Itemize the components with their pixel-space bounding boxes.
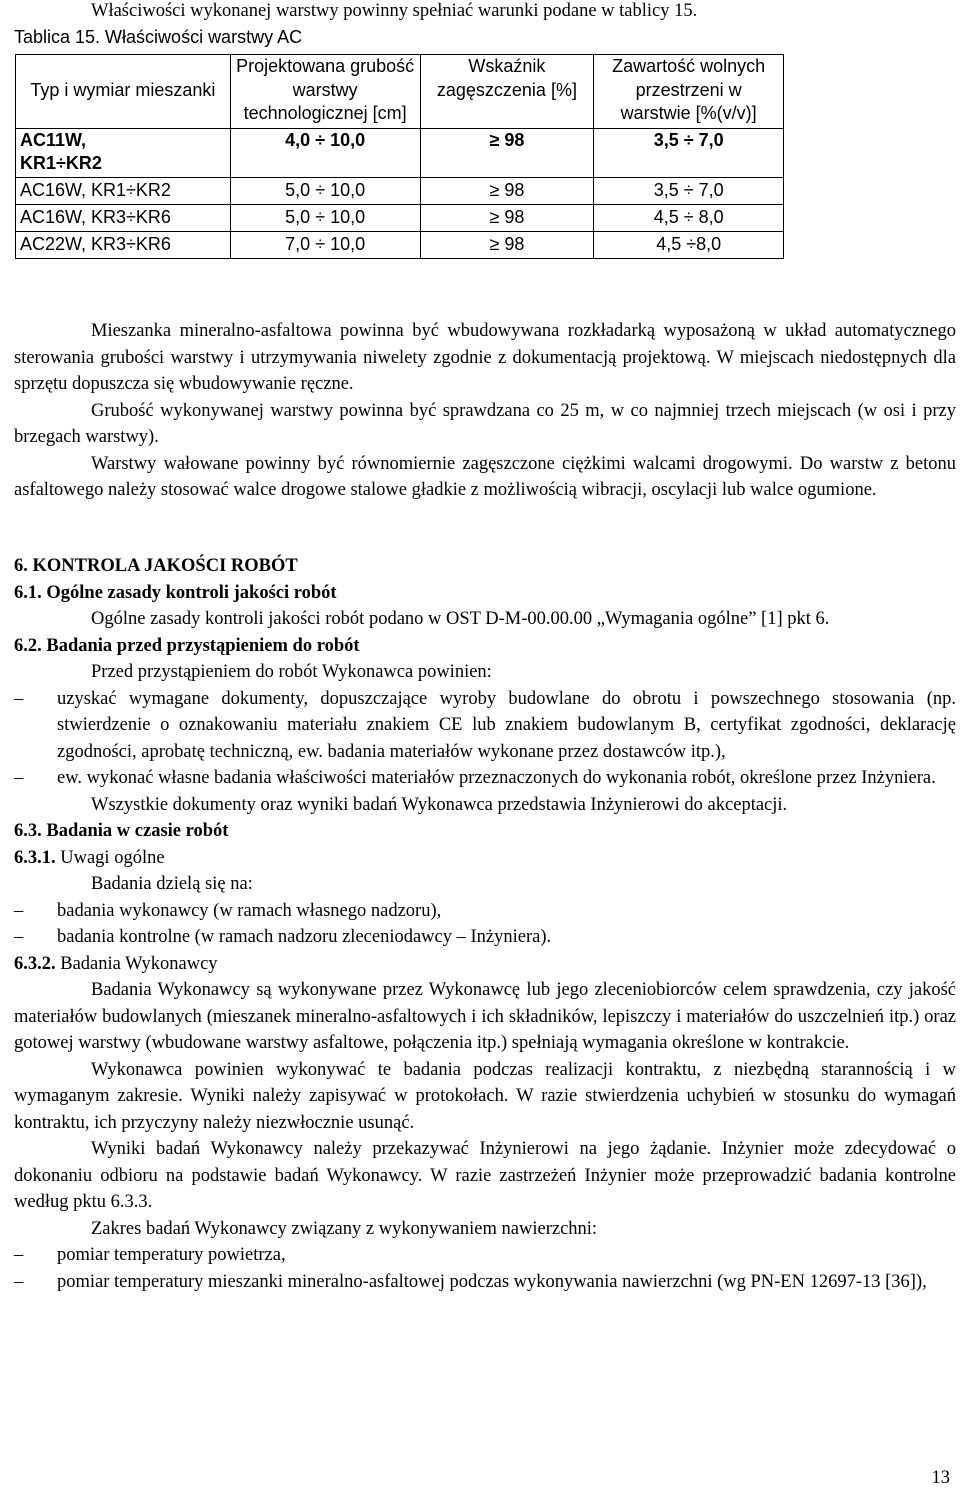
section-heading: 6.1. Ogólne zasady kontroli jakości robót bbox=[14, 582, 337, 603]
table-cell: AC16W, KR3÷KR6 bbox=[16, 204, 231, 231]
list-item bbox=[14, 924, 956, 951]
table-header-row bbox=[16, 55, 784, 129]
list-item-text: pomiar temperatury mieszanki mineralno-asfaltowej podczas wykonywania nawierzchni (wg PN-EN 12697-13 [36]), bbox=[57, 1271, 927, 1292]
paragraph: Badania Wykonawcy są wykonywane przez Wykonawcę lub jego zleceniobiorców celem sprawdzenia, czy jakość materiałów budowlanych (mieszanek mineralno-asfaltowych i ich składników, lepiszczy i materiałów do uszczelnień itp.) oraz gotowej warstwy (wbudowane warstwy asfaltowe, połączenia itp.) spełniają wymagania określone w kontrakcie. bbox=[14, 980, 956, 1053]
table-row bbox=[16, 204, 784, 231]
dash-bullet: – bbox=[14, 1271, 24, 1292]
paragraph: Grubość wykonywanej warstwy powinna być sprawdzana co 25 m, w co najmniej trzech miejscach (w osi i przy brzegach warstwy). bbox=[14, 400, 956, 447]
intro-line: Właściwości wykonanej warstwy powinny spełniać warunki podane w tablicy 15. bbox=[91, 1, 698, 21]
paragraph: Wyniki badań Wykonawcy należy przekazywać Inżynierowi na jego żądanie. Inżynier może zdecydować o dokonaniu odbioru na podstawie badań Wykonawcy. W razie zastrzeżeń Inżynier może przeprowadzić badania kontrolne według pktu 6.3.3. bbox=[14, 1139, 956, 1212]
properties-table bbox=[15, 54, 784, 259]
table-cell: AC16W, KR1÷KR2 bbox=[16, 177, 231, 204]
table-cell: 3,5 ÷ 7,0 bbox=[594, 128, 784, 177]
paragraph: Wszystkie dokumenty oraz wyniki badań Wykonawca przedstawia Inżynierowi do akceptacji. bbox=[91, 794, 788, 815]
header-cell: Typ i wymiar mieszanki bbox=[16, 55, 231, 129]
table-cell: 4,5 ÷8,0 bbox=[594, 231, 784, 258]
table-cell: 5,0 ÷ 10,0 bbox=[230, 177, 420, 204]
list-item-text: uzyskać wymagane dokumenty, dopuszczające wyroby budowlane do obrotu i powszechnego stosowania (np. stwierdzenie o oznakowaniu materiału znakiem CE lub znakiem budowlanym B, certyfikat zgodności, deklarację zgodności, aprobatę techniczną, ew. badania materiałów wykonane przez dostawców itp.), bbox=[57, 688, 956, 762]
subsection-heading bbox=[14, 845, 956, 872]
intro-block bbox=[14, 0, 956, 25]
table-cell: ≥ 98 bbox=[420, 231, 594, 258]
table-caption-block bbox=[14, 24, 956, 51]
dash-bullet: – bbox=[14, 768, 24, 788]
paragraph: Mieszanka mineralno-asfaltowa powinna być wbudowywana rozkładarką wyposażoną w układ automatycznego sterowania grubości warstwy i utrzymywania niwelety zgodnie z dokumentacją projektową. W miejscach niedostępnych dla sprzętu dopuszcza się wbudowywanie ręczne. bbox=[14, 321, 956, 394]
list-item-text: pomiar temperatury powietrza, bbox=[57, 1245, 286, 1265]
header-cell: Zawartość wolnych przestrzeni w warstwie [%(v/v)] bbox=[594, 55, 784, 129]
list-item-text: ew. wykonać własne badania właściwości materiałów przeznaczonych do wykonania robót, określone przez Inżyniera. bbox=[57, 768, 936, 788]
paragraph: Przed przystąpieniem do robót Wykonawca powinien: bbox=[91, 662, 492, 682]
table-cell: 4,5 ÷ 8,0 bbox=[594, 204, 784, 231]
table-row bbox=[16, 128, 784, 177]
table-cell: 4,0 ÷ 10,0 bbox=[230, 128, 420, 177]
table-caption: Tablica 15. Właściwości warstwy AC bbox=[14, 27, 303, 47]
dash-bullet: – bbox=[14, 688, 24, 709]
subsection-title: Uwagi ogólne bbox=[55, 847, 165, 868]
list-item bbox=[14, 1242, 956, 1269]
header-cell: Wskaźnik zagęszczenia [%] bbox=[420, 55, 594, 129]
list-item bbox=[14, 898, 956, 925]
page-number: 13 bbox=[931, 1468, 950, 1488]
paragraph: Wykonawca powinien wykonywać te badania podczas realizacji kontraktu, z niezbędną starannością i w wymaganym zakresie. Wyniki należy zapisywać w protokołach. W razie stwierdzenia uchybień w stosunku do wymagań kontraktu, ich przyczyny należy niezwłocznie usunąć. bbox=[14, 1059, 956, 1133]
dash-bullet: – bbox=[14, 927, 24, 947]
table-cell: AC11W, KR1÷KR2 bbox=[16, 128, 231, 177]
table-cell: 7,0 ÷ 10,0 bbox=[230, 231, 420, 258]
dash-bullet: – bbox=[14, 1245, 24, 1265]
dash-bullet: – bbox=[14, 900, 24, 921]
table-row bbox=[16, 231, 784, 258]
subsection-title: Badania Wykonawcy bbox=[55, 953, 218, 974]
paragraph: Ogólne zasady kontroli jakości robót podano w OST D-M-00.00.00 „Wymagania ogólne” [1] pkt 6. bbox=[91, 609, 830, 629]
header-cell: Projektowana grubość warstwy technologicznej [cm] bbox=[230, 55, 420, 129]
list-item bbox=[14, 1269, 956, 1296]
section-heading: 6. KONTROLA JAKOŚCI ROBÓT bbox=[14, 556, 298, 576]
list-item bbox=[14, 765, 956, 792]
table-cell: 5,0 ÷ 10,0 bbox=[230, 204, 420, 231]
table-cell: 3,5 ÷ 7,0 bbox=[594, 177, 784, 204]
list-item-text: badania kontrolne (w ramach nadzoru zleceniodawcy – Inżyniera). bbox=[57, 927, 552, 947]
table-cell: ≥ 98 bbox=[420, 128, 594, 177]
paragraph: Badania dzielą się na: bbox=[91, 874, 253, 894]
subsection-heading bbox=[14, 951, 956, 978]
table-cell: ≥ 98 bbox=[420, 204, 594, 231]
section-heading: 6.3. Badania w czasie robót bbox=[14, 821, 229, 841]
paragraphs-after-table bbox=[14, 318, 956, 504]
list-item bbox=[14, 686, 956, 766]
table-cell: ≥ 98 bbox=[420, 177, 594, 204]
subsection-number: 6.3.2. bbox=[14, 953, 56, 974]
table-cell: AC22W, KR3÷KR6 bbox=[16, 231, 231, 258]
list-item-text: badania wykonawcy (w ramach własnego nadzoru), bbox=[57, 900, 442, 921]
subsection-number: 6.3.1. bbox=[14, 847, 56, 868]
paragraph: Zakres badań Wykonawcy związany z wykonywaniem nawierzchni: bbox=[91, 1218, 598, 1239]
paragraph: Warstwy wałowane powinny być równomiernie zagęszczone ciężkimi walcami drogowymi. Do warstw z betonu asfaltowego należy stosować walce drogowe stalowe gładkie z możliwością wibracji, oscylacji lub walce ogumione. bbox=[14, 453, 956, 500]
section-heading: 6.2. Badania przed przystąpieniem do robót bbox=[14, 635, 360, 656]
table-row bbox=[16, 177, 784, 204]
section-6-block bbox=[14, 553, 956, 1295]
